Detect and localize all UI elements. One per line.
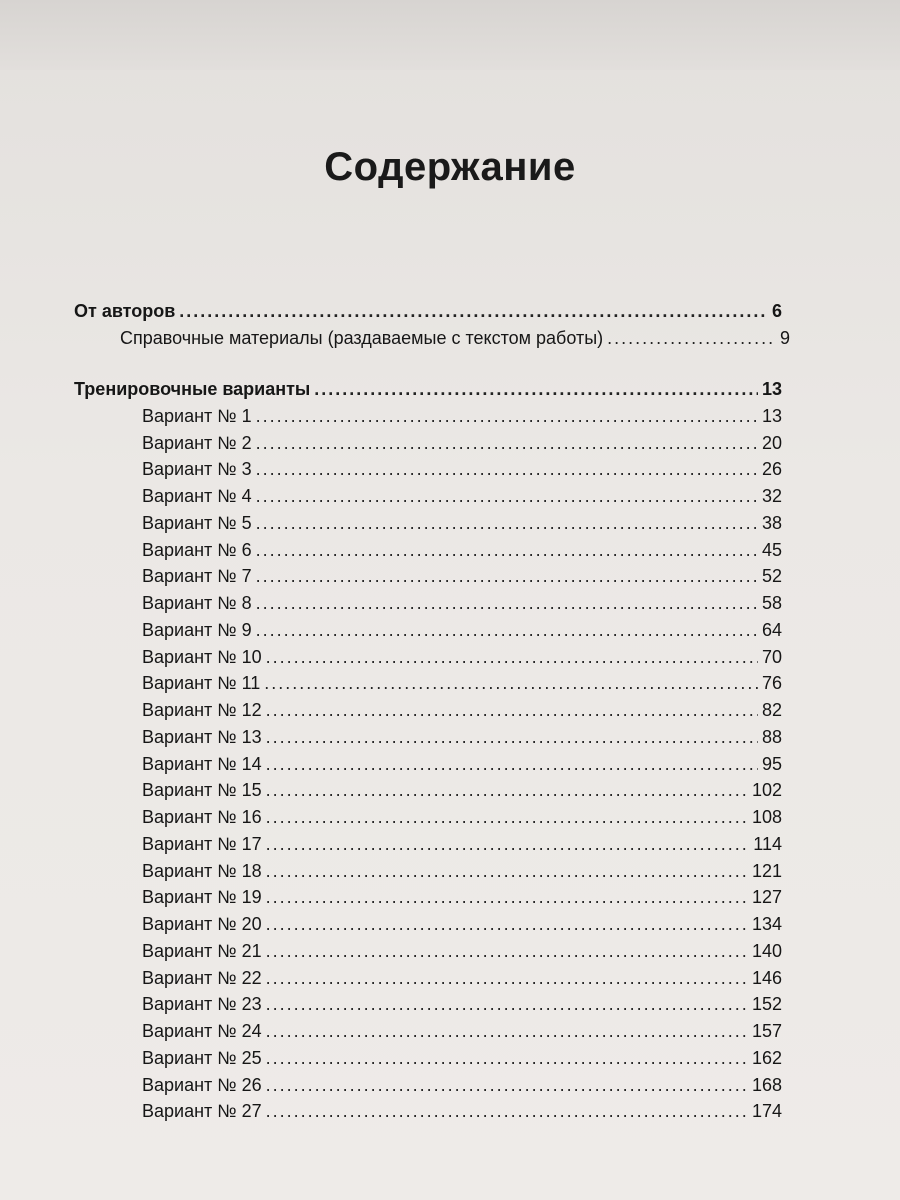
toc-entry-label: Вариант № 4 <box>142 486 252 506</box>
leader-dots <box>256 403 758 429</box>
toc-entry-variant[interactable] <box>142 670 782 696</box>
toc-entry-label: Вариант № 3 <box>142 459 252 479</box>
leader-dots <box>256 563 758 589</box>
leader-dots <box>607 325 776 351</box>
toc-entry-variant[interactable] <box>142 1045 782 1071</box>
toc-entry-variant[interactable] <box>142 456 782 482</box>
leader-dots <box>256 590 758 616</box>
toc-entry-page: 140 <box>751 941 782 961</box>
toc-entry-variant[interactable] <box>142 483 782 509</box>
leader-dots <box>266 831 750 857</box>
leader-dots <box>266 777 748 803</box>
toc-entry-page: 146 <box>751 968 782 988</box>
toc-entry-page: 174 <box>751 1101 782 1121</box>
leader-dots <box>266 724 758 750</box>
toc-entry-variant[interactable] <box>142 1018 782 1044</box>
toc-entry-page: 52 <box>761 566 782 586</box>
toc-entry-page: 152 <box>751 994 782 1014</box>
leader-dots <box>256 430 758 456</box>
toc-entry-page: 13 <box>761 379 782 399</box>
leader-dots <box>256 510 758 536</box>
toc-entry-label: Вариант № 14 <box>142 754 262 774</box>
toc-entry-variant[interactable] <box>142 831 782 857</box>
leader-dots <box>266 965 748 991</box>
toc-entry-label: Вариант № 15 <box>142 780 262 800</box>
toc-entry-label: Вариант № 13 <box>142 727 262 747</box>
toc-entry-page: 108 <box>751 807 782 827</box>
toc-entry-variant[interactable] <box>142 777 782 803</box>
toc-entry-label: Вариант № 25 <box>142 1048 262 1068</box>
toc-entry-label: Вариант № 26 <box>142 1075 262 1095</box>
toc-entry-variant[interactable] <box>142 403 782 429</box>
leader-dots <box>264 670 758 696</box>
toc-entry-page: 88 <box>761 727 782 747</box>
toc-entry-label: Справочные материалы (раздаваемые с текстом работы) <box>120 328 604 348</box>
toc-entry-variant[interactable] <box>142 965 782 991</box>
toc-entry-variant[interactable] <box>142 751 782 777</box>
toc-entry-page: 58 <box>761 593 782 613</box>
toc-entry-page: 6 <box>771 301 782 321</box>
toc-entry-page: 13 <box>761 406 782 426</box>
leader-dots <box>266 644 758 670</box>
toc-entry-label: Вариант № 10 <box>142 647 262 667</box>
toc-entry-label: Вариант № 19 <box>142 887 262 907</box>
toc-entry-label: Вариант № 5 <box>142 513 252 533</box>
toc-entry-label: От авторов <box>74 301 176 321</box>
toc-entry-variant[interactable] <box>142 430 782 456</box>
toc-entry-page: 32 <box>761 486 782 506</box>
leader-dots <box>266 911 748 937</box>
toc-entry-variant[interactable] <box>142 858 782 884</box>
toc-entry-page: 102 <box>751 780 782 800</box>
leader-dots <box>266 1045 748 1071</box>
leader-dots <box>266 1018 748 1044</box>
leader-dots <box>256 537 758 563</box>
toc-entry-label: Вариант № 1 <box>142 406 252 426</box>
toc-entry-variant[interactable] <box>142 991 782 1017</box>
toc-entry-label: Вариант № 2 <box>142 433 252 453</box>
toc-entry-page: 134 <box>751 914 782 934</box>
leader-dots <box>266 1098 748 1124</box>
toc-entry-label: Вариант № 18 <box>142 861 262 881</box>
toc-entry-variant[interactable] <box>142 697 782 723</box>
leader-dots <box>266 804 748 830</box>
toc-entry-variant[interactable] <box>142 884 782 910</box>
toc-entry-label: Вариант № 23 <box>142 994 262 1014</box>
toc-entry-label: Вариант № 9 <box>142 620 252 640</box>
toc-entry-variant[interactable] <box>142 938 782 964</box>
toc-entry-page: 121 <box>751 861 782 881</box>
toc-entry-from-authors[interactable] <box>74 298 782 324</box>
toc-entry-variant[interactable] <box>142 563 782 589</box>
toc-entry-page: 76 <box>761 673 782 693</box>
toc-entry-page: 38 <box>761 513 782 533</box>
toc-entry-page: 82 <box>761 700 782 720</box>
leader-dots <box>314 376 758 402</box>
leader-dots <box>266 697 758 723</box>
leader-dots <box>266 751 758 777</box>
toc-entry-variant[interactable] <box>142 911 782 937</box>
leader-dots <box>266 938 748 964</box>
toc-entry-label: Вариант № 16 <box>142 807 262 827</box>
toc-entry-page: 20 <box>761 433 782 453</box>
toc-entry-label: Вариант № 27 <box>142 1101 262 1121</box>
toc-entry-variant[interactable] <box>142 724 782 750</box>
toc-entry-variant[interactable] <box>142 1072 782 1098</box>
toc-entry-page: 45 <box>761 540 782 560</box>
toc-entry-variant[interactable] <box>142 1098 782 1124</box>
leader-dots <box>266 991 748 1017</box>
toc-entry-label: Вариант № 6 <box>142 540 252 560</box>
toc-entry-label: Тренировочные варианты <box>74 379 311 399</box>
toc-entry-variant[interactable] <box>142 590 782 616</box>
toc-entry-label: Вариант № 11 <box>142 673 261 693</box>
toc-entry-label: Вариант № 24 <box>142 1021 262 1041</box>
leader-dots <box>256 483 758 509</box>
toc-entry-label: Вариант № 22 <box>142 968 262 988</box>
leader-dots <box>256 617 758 643</box>
page-title: Содержание <box>324 145 576 189</box>
toc-entry-label: Вариант № 12 <box>142 700 262 720</box>
leader-dots <box>266 1072 748 1098</box>
toc-entry-page: 26 <box>761 459 782 479</box>
toc-entry-page: 157 <box>751 1021 782 1041</box>
toc-entry-label: Вариант № 7 <box>142 566 252 586</box>
toc-entry-label: Вариант № 17 <box>142 834 262 854</box>
toc-entry-page: 127 <box>751 887 782 907</box>
leader-dots <box>179 298 768 324</box>
toc-entry-page: 114 <box>753 834 782 854</box>
toc-entry-reference-materials[interactable] <box>120 325 790 351</box>
toc-entry-variant[interactable] <box>142 804 782 830</box>
toc-entry-label: Вариант № 8 <box>142 593 252 613</box>
leader-dots <box>266 858 748 884</box>
toc-entry-page: 9 <box>779 328 790 348</box>
toc-entry-page: 64 <box>761 620 782 640</box>
toc-entry-page: 168 <box>751 1075 782 1095</box>
toc-entry-variant[interactable] <box>142 644 782 670</box>
toc-entry-variant[interactable] <box>142 617 782 643</box>
toc-entry-page: 95 <box>761 754 782 774</box>
toc-entry-page: 162 <box>751 1048 782 1068</box>
toc-entry-training-variants[interactable] <box>74 376 782 402</box>
toc-entry-variant[interactable] <box>142 537 782 563</box>
toc-entry-label: Вариант № 20 <box>142 914 262 934</box>
toc-entry-variant[interactable] <box>142 510 782 536</box>
leader-dots <box>256 456 758 482</box>
toc-entry-page: 70 <box>761 647 782 667</box>
toc-entry-label: Вариант № 21 <box>142 941 262 961</box>
leader-dots <box>266 884 748 910</box>
